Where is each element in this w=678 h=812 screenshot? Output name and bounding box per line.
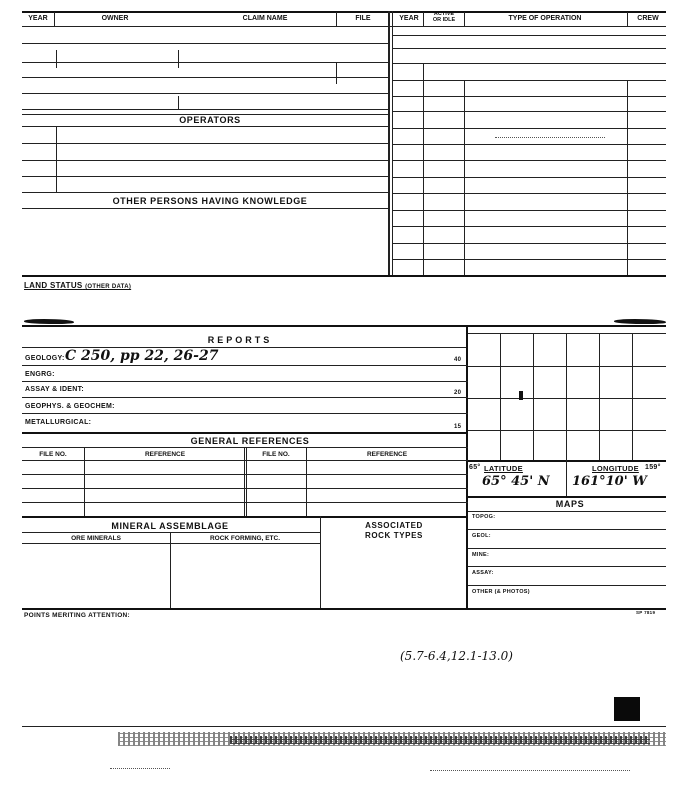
maps-row-rule <box>468 585 666 586</box>
owner-row-rule <box>22 109 388 110</box>
genref-row-rule <box>22 460 468 461</box>
maps-mine: MINE: <box>472 552 490 558</box>
right-row-rule <box>392 243 666 244</box>
right-row-rule <box>392 48 666 49</box>
owner-col-tick <box>178 50 179 68</box>
land-status-label: LAND STATUS <box>24 281 83 290</box>
ore-minerals-header: ORE MINERALS <box>71 535 121 542</box>
rock-forming-header: ROCK FORMING, ETC. <box>209 535 281 542</box>
operators-col <box>56 126 57 192</box>
report-row-rule <box>22 413 468 414</box>
right-row-rule <box>392 210 666 211</box>
reports-top-rule <box>22 325 666 327</box>
grid-row <box>468 398 666 399</box>
latitude-value: 65° 45' N <box>482 474 550 489</box>
mineral-col-right <box>320 516 321 608</box>
operators-rule <box>22 126 388 127</box>
report-num-20: 20 <box>454 390 462 396</box>
operators-row-rule <box>22 160 388 161</box>
lon-suffix: 159° <box>645 464 661 471</box>
owner-row-rule <box>22 43 388 44</box>
grid-col <box>599 333 600 460</box>
header-idle-line: OR IDLE <box>432 17 456 23</box>
genref-file-no-1: FILE NO. <box>39 451 67 458</box>
rock-types-line: ROCK TYPES <box>364 531 423 540</box>
maps-other: OTHER (& PHOTOS) <box>472 589 530 595</box>
right-row-rule <box>392 259 666 260</box>
owner-row-rule <box>22 62 388 63</box>
right-row-rule <box>392 111 666 112</box>
genref-col <box>246 447 247 516</box>
mineral-col <box>170 532 171 608</box>
header-rule <box>22 26 666 27</box>
report-num-40: 40 <box>454 357 462 363</box>
operators-row-rule <box>22 192 388 193</box>
latlon-top-rule <box>468 460 666 462</box>
page-edge-line <box>22 726 666 727</box>
land-status <box>24 281 131 290</box>
right-row-rule <box>392 177 666 178</box>
genref-header-rule <box>22 447 468 448</box>
general-references-title: GENERAL REFERENCES <box>190 436 310 446</box>
report-row-rule <box>22 381 468 382</box>
scan-noise-dense <box>230 736 650 744</box>
longitude-label: LONGITUDE <box>592 464 639 473</box>
scan-noise-dots <box>430 770 630 771</box>
grid-row <box>468 333 666 334</box>
grid-col <box>533 333 534 460</box>
header-owner: OWNER <box>101 15 129 22</box>
report-num-15: 15 <box>454 424 462 430</box>
genref-col <box>84 447 85 516</box>
operators-row-rule <box>22 176 388 177</box>
header-crew: CREW <box>637 15 659 22</box>
right-col <box>627 80 628 275</box>
maps-row-rule <box>468 529 666 530</box>
longitude-value: 161°10' W <box>572 474 647 489</box>
smudge-right <box>614 319 666 324</box>
owner-row-rule <box>22 93 388 94</box>
header-tick <box>336 12 337 26</box>
maps-row-rule <box>468 511 666 512</box>
black-square-artifact <box>614 697 640 721</box>
bottom-handwritten-note: (5.7-6.4,12.1-13.0) <box>400 649 513 663</box>
header-tick <box>627 12 628 26</box>
mineral-assemblage-title: MINERAL ASSEMBLAGE <box>111 521 229 531</box>
grid-col <box>500 333 501 460</box>
faint-marks <box>495 137 605 138</box>
latitude-label: LATITUDE <box>484 464 523 473</box>
report-label-metallurgical: METALLURGICAL: <box>25 419 92 426</box>
form-number: SP 7819 <box>636 610 656 615</box>
right-row-rule <box>392 63 666 64</box>
report-row-rule <box>22 365 468 366</box>
maps-geol: GEOL: <box>472 533 491 539</box>
report-label-geology: GEOLOGY: <box>25 355 65 362</box>
scan-noise-dots <box>110 768 170 769</box>
owner-col-tick <box>336 62 337 84</box>
genref-reference-1: REFERENCE <box>144 451 186 458</box>
owner-col-tick <box>56 50 57 68</box>
genref-row-rule <box>22 488 468 489</box>
grid-col <box>632 333 633 460</box>
genref-col <box>306 447 307 516</box>
grid-row <box>468 366 666 367</box>
maps-row-rule <box>468 548 666 549</box>
reports-bottom-rule <box>22 608 666 610</box>
reports-title: REPORTS <box>207 335 273 345</box>
right-row-rule <box>392 226 666 227</box>
right-row-rule <box>392 35 666 36</box>
genref-reference-2: REFERENCE <box>366 451 408 458</box>
report-label-geophys: GEOPHYS. & GEOCHEM: <box>25 403 115 410</box>
right-col <box>464 80 465 275</box>
header-active-or-idle <box>425 11 463 23</box>
report-row-rule <box>22 432 468 434</box>
owner-row-rule <box>22 77 388 78</box>
grid-col <box>566 333 567 460</box>
land-status-sublabel: (OTHER DATA) <box>85 284 132 290</box>
header-tick <box>423 12 424 26</box>
header-year: YEAR <box>28 15 48 22</box>
associated-rock-types <box>322 521 466 541</box>
maps-top-rule <box>468 496 666 498</box>
operators-label: OPERATORS <box>179 115 241 125</box>
owner-col-tick <box>178 96 179 110</box>
right-row-rule <box>392 160 666 161</box>
right-row-rule <box>392 193 666 194</box>
header-claim-name: CLAIM NAME <box>242 15 288 22</box>
right-row-rule <box>392 128 666 129</box>
right-row-rule <box>392 96 666 97</box>
mineral-subheader-rule <box>22 543 320 544</box>
report-label-engrg: ENGRG: <box>25 371 55 378</box>
points-meriting-attention: POINTS MERITING ATTENTION: <box>24 612 131 619</box>
other-persons-label: OTHER PERSONS HAVING KNOWLEDGE <box>112 196 308 206</box>
mineral-header-rule <box>22 532 320 533</box>
header-year-2: YEAR <box>399 15 419 22</box>
header-active-line: ACTIVE <box>433 11 455 17</box>
center-divider <box>388 11 390 276</box>
maps-assay: ASSAY: <box>472 570 494 576</box>
header-tick <box>54 12 55 26</box>
right-row-rule <box>392 144 666 145</box>
grid-row <box>468 430 666 431</box>
genref-bottom-rule <box>22 516 468 518</box>
genref-row-rule <box>22 502 468 503</box>
header-file: FILE <box>355 15 371 22</box>
smudge-left <box>24 319 74 324</box>
operators-row-rule <box>22 143 388 144</box>
genref-file-no-2: FILE NO. <box>262 451 290 458</box>
maps-row-rule <box>468 566 666 567</box>
header-type-of-operation: TYPE OF OPERATION <box>508 15 582 22</box>
right-row-rule <box>392 80 666 81</box>
geology-handwritten: C 250, pp 22, 26-27 <box>65 348 219 364</box>
report-label-assay: ASSAY & IDENT: <box>25 386 85 393</box>
genref-col <box>244 447 245 516</box>
right-col <box>423 63 424 275</box>
other-persons-rule <box>22 208 388 209</box>
associated-line: ASSOCIATED <box>365 521 423 530</box>
latlon-divider <box>566 460 567 496</box>
header-tick <box>464 12 465 26</box>
report-row-rule <box>22 397 468 398</box>
top-border <box>22 11 666 13</box>
maps-topog: TOPOG: <box>472 514 496 520</box>
genref-row-rule <box>22 474 468 475</box>
maps-title: MAPS <box>555 499 585 509</box>
lat-prefix: 65° <box>469 464 481 471</box>
location-marker <box>519 391 523 400</box>
top-table-bottom <box>22 275 666 277</box>
